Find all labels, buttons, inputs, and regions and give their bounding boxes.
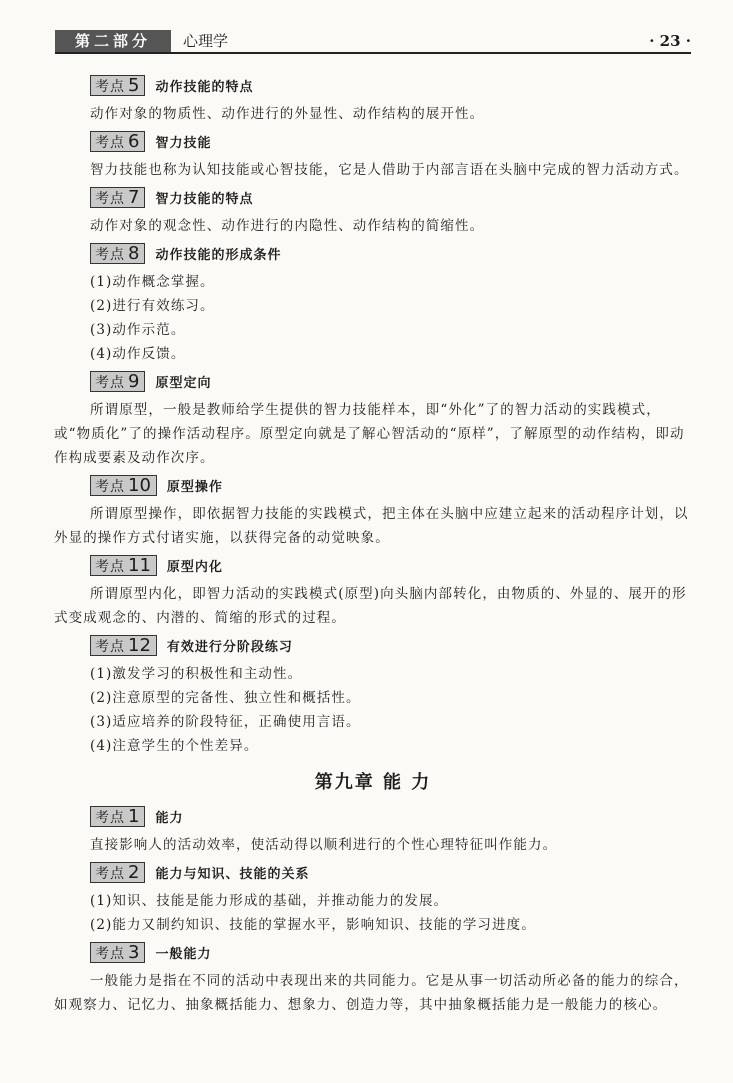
exam-point-title: 动作技能的形成条件 [155, 248, 282, 263]
body-paragraph: 所谓原型内化，即智力活动的实践模式(原型)向头脑内部转化，由物质的、外显的、展开的形式变成观念的、内潜的、简缩的形式的过程。 [54, 586, 687, 626]
exam-point-title: 能力与知识、技能的关系 [155, 867, 310, 882]
body-paragraph: 智力技能也称为认知技能或心智技能，它是人借助于内部言语在头脑中完成的智力活动方式。 [90, 162, 689, 178]
list-item: (3)适应培养的阶段特征，正确使用言语。 [90, 714, 361, 730]
exam-point-number: 8 [128, 243, 140, 264]
exam-point-word: 考点 [95, 558, 125, 575]
exam-point-block [54, 187, 692, 238]
exam-point-title: 有效进行分阶段练习 [166, 640, 293, 655]
exam-point-block [54, 942, 692, 1017]
exam-point-tag [90, 243, 145, 264]
exam-point-block [54, 806, 692, 857]
exam-point-tag [90, 555, 157, 576]
list-item: (1)动作概念掌握。 [90, 274, 215, 290]
exam-point-block [54, 131, 692, 182]
exam-point-block [54, 475, 692, 550]
body-paragraph: 所谓原型，一般是教师给学生提供的智力技能样本，即“外化”了的智力活动的实践模式，或“物质化”了的操作活动程序。原型定向就是了解心智活动的“原样”，了解原型的动作结构，即动作构成要素及动作次序。 [54, 402, 685, 466]
exam-point-heading [54, 555, 692, 576]
page-header [55, 30, 691, 54]
exam-point-heading [54, 187, 692, 208]
exam-point-word: 考点 [95, 78, 125, 95]
exam-point-block [54, 555, 692, 630]
exam-point-heading [54, 806, 692, 827]
exam-point-title: 能力 [155, 811, 184, 826]
exam-point-title: 一般能力 [155, 947, 212, 962]
exam-point-number: 10 [128, 475, 151, 496]
exam-point-heading [54, 243, 692, 264]
part-label: 第二部分 [55, 30, 171, 52]
body-paragraph: 动作对象的观念性、动作进行的内隐性、动作结构的简缩性。 [90, 218, 485, 234]
exam-point-word: 考点 [95, 190, 125, 207]
exam-point-title: 原型内化 [166, 560, 223, 575]
list-item: (2)进行有效练习。 [90, 298, 215, 314]
exam-point-number: 12 [128, 635, 151, 656]
exam-point-tag [90, 371, 145, 392]
exam-point-tag [90, 806, 145, 827]
exam-point-number: 1 [128, 806, 140, 827]
exam-point-block [54, 862, 692, 937]
exam-point-heading [54, 635, 692, 656]
exam-point-heading [54, 942, 692, 963]
exam-point-word: 考点 [95, 945, 125, 962]
body-paragraph: 动作对象的物质性、动作进行的外显性、动作结构的展开性。 [90, 106, 485, 122]
exam-point-tag [90, 942, 145, 963]
list-item: (1)激发学习的积极性和主动性。 [90, 666, 303, 682]
exam-point-tag [90, 131, 145, 152]
exam-point-heading [54, 371, 692, 392]
sections-part-a [54, 75, 692, 758]
body-paragraph: 所谓原型操作，即依据智力技能的实践模式，把主体在头脑中应建立起来的活动程序计划，以外显的操作方式付诸实施，以获得完备的动觉映象。 [54, 506, 689, 546]
page-content [54, 75, 692, 1022]
body-paragraph: 一般能力是指在不同的活动中表现出来的共同能力。它是从事一切活动所必备的能力的综合，如观察力、记忆力、抽象概括能力、想象力、创造力等，其中抽象概括能力是一般能力的核心。 [54, 973, 689, 1013]
exam-point-word: 考点 [95, 134, 125, 151]
body-paragraph: 直接影响人的活动效率，使活动得以顺利进行的个性心理特征叫作能力。 [90, 837, 558, 853]
exam-point-tag [90, 862, 145, 883]
list-item: (3)动作示范。 [90, 322, 186, 338]
list-item: (4)动作反馈。 [90, 346, 186, 362]
exam-point-tag [90, 187, 145, 208]
list-item: (2)能力又制约知识、技能的掌握水平，影响知识、技能的学习进度。 [90, 917, 536, 933]
list-item: (1)知识、技能是能力形成的基础，并推动能力的发展。 [90, 893, 449, 909]
exam-point-word: 考点 [95, 478, 125, 495]
exam-point-block [54, 75, 692, 126]
exam-point-heading [54, 862, 692, 883]
exam-point-number: 7 [128, 187, 140, 208]
exam-point-heading [54, 75, 692, 96]
subject-label: 心理学 [183, 32, 229, 50]
exam-point-title: 智力技能的特点 [155, 192, 254, 207]
exam-point-tag [90, 635, 157, 656]
list-item: (2)注意原型的完备性、独立性和概括性。 [90, 690, 361, 706]
exam-point-word: 考点 [95, 374, 125, 391]
list-item: (4)注意学生的个性差异。 [90, 738, 259, 754]
exam-point-number: 11 [128, 555, 151, 576]
exam-point-block [54, 635, 692, 758]
sections-part-b [54, 806, 692, 1017]
exam-point-number: 9 [128, 371, 140, 392]
exam-point-number: 6 [128, 131, 140, 152]
exam-point-word: 考点 [95, 865, 125, 882]
exam-point-word: 考点 [95, 809, 125, 826]
chapter-title: 第九章 能 力 [314, 772, 432, 793]
exam-point-title: 动作技能的特点 [155, 80, 254, 95]
exam-point-block [54, 371, 692, 470]
exam-point-block [54, 243, 692, 366]
page-number: · 23 · [649, 32, 691, 50]
exam-point-word: 考点 [95, 638, 125, 655]
exam-point-word: 考点 [95, 246, 125, 263]
exam-point-number: 2 [128, 862, 140, 883]
exam-point-number: 3 [128, 942, 140, 963]
exam-point-title: 原型定向 [155, 376, 212, 391]
exam-point-heading [54, 475, 692, 496]
exam-point-heading [54, 131, 692, 152]
exam-point-number: 5 [128, 75, 140, 96]
exam-point-tag [90, 475, 157, 496]
exam-point-title: 智力技能 [155, 136, 212, 151]
exam-point-tag [90, 75, 145, 96]
exam-point-title: 原型操作 [166, 480, 223, 495]
